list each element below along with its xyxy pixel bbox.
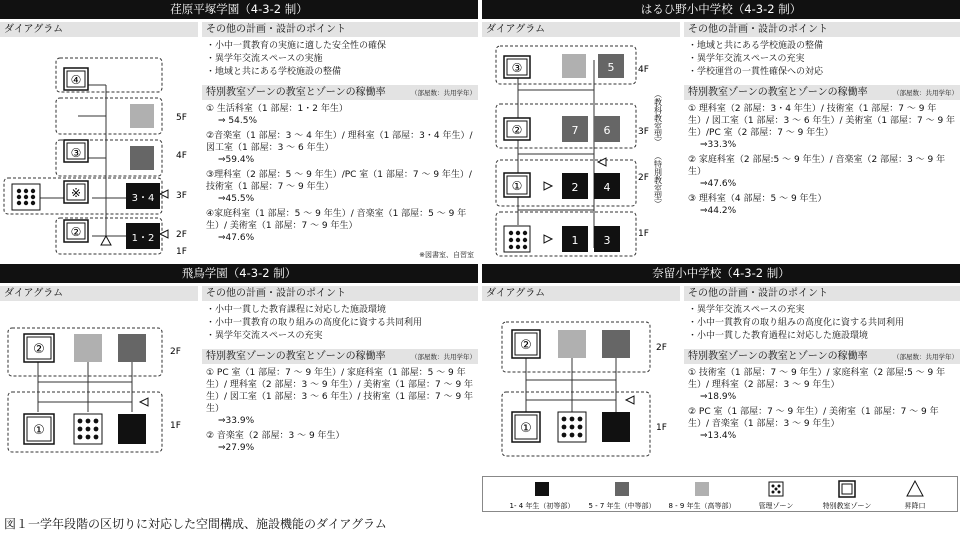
side-label-subject: （教科教室型） (653, 90, 663, 146)
mark-2: ② (70, 225, 82, 239)
mark-2: ② (511, 123, 523, 137)
school-title: 荏原平塚学園（4-3-2 制） (0, 0, 478, 19)
grade-label-1-2: 1・2 (131, 233, 155, 244)
diagram-svg (482, 40, 680, 258)
point-item: ・地域と共にある学校施設の整備 (688, 41, 824, 51)
point-item: ・小中一貫した教育課程に対応した施設環境 (206, 305, 387, 315)
room-grade-5-7 (118, 334, 146, 362)
points-header: その他の計画・設計のポイント (684, 286, 960, 301)
point-item: ・異学年交流スペースの実施 (206, 54, 323, 64)
mark-note: ※ (70, 186, 82, 200)
rates-list (202, 100, 478, 250)
legend (482, 476, 958, 512)
legend-label-special: 特別教室ゾーン (822, 502, 872, 510)
points-header: その他の計画・設計のポイント (684, 22, 960, 37)
mark-3: ③ (70, 146, 82, 160)
grade-label-3-4: 3・4 (131, 193, 155, 204)
floor-1f: 1F (176, 247, 187, 257)
mark-4: ④ (70, 73, 82, 87)
grade-7: 7 (571, 124, 579, 137)
point-item: ・小中一貫教育の取り組みの高度化に資する共同利用 (688, 318, 905, 328)
points-list (202, 40, 478, 79)
room-grade-1-4 (118, 414, 146, 444)
rate-note: （部屋数：共用学年） (411, 353, 476, 361)
floor-2f: 2F (638, 173, 649, 183)
mark-3: ③ (511, 61, 523, 75)
rate-item: ② 音楽室（2 部屋：3 ～ 9 年生） ⇒27.9% (206, 431, 345, 453)
info-column (684, 304, 960, 448)
info-column (202, 40, 478, 250)
diagram-header: ダイアグラム (482, 286, 680, 301)
mark-2: ② (520, 338, 532, 353)
room-grade-5-7 (602, 330, 630, 358)
entrance-icon (598, 158, 606, 166)
entrance-icon (626, 396, 634, 404)
mark-1: ① (520, 421, 532, 436)
legend-svg (483, 477, 959, 513)
mark-1: ① (511, 179, 523, 193)
room-grade-8-9 (562, 54, 586, 78)
school-haruhino (482, 0, 960, 260)
point-item: ・異学年交流スペースの充実 (688, 54, 805, 64)
diagram (482, 304, 680, 474)
diagram (0, 40, 198, 258)
grade-1: 1 (571, 234, 579, 247)
info-column (684, 40, 960, 223)
rates-list (684, 364, 960, 448)
rate-item: ① 理科室（2 部屋：3・4 年生）/ 技術室（1 部屋：7 ～ 9 年生）/ 図工室（1 部屋：3 ～ 6 年生）/ 美術室（1 部屋：7 ～ 9 年生）/PC 室（2 部屋：7 ～ 9 年生） ⇒33.3% (688, 104, 956, 150)
diagram-header: ダイアグラム (482, 22, 680, 37)
room-grade-5-7 (130, 146, 154, 170)
rates-header: 特別教室ゾーンの教室とゾーンの稼働率 （部屋数：共用学年） (684, 85, 960, 100)
info-column (202, 304, 478, 460)
floor-4f: 4F (176, 151, 187, 161)
diagram (482, 40, 680, 258)
mark-2: ② (33, 342, 45, 357)
grade-2: 2 (571, 181, 579, 194)
rate-note: （部屋数：共用学年） (893, 89, 958, 97)
floor-3f: 3F (638, 127, 649, 137)
grade-5: 5 (607, 61, 615, 74)
rate-item: ① PC 室（1 部屋：7 ～ 9 年生）/ 家庭科室（1 部屋：5 ～ 9 年生）/ 理科室（2 部屋：3 ～ 9 年生）/ 美術室（1 部屋：7 ～ 9 年生）/ 図工室（1 部屋：3 ～ 6 年生）/ 技術室（1 部屋：7 ～ 9 年生） ⇒33.9% (206, 368, 474, 426)
diagram-svg (0, 40, 198, 258)
rate-item: ②音楽室（1 部屋：3 ～ 4 年生）/ 理科室（1 部屋：3・4 年生）/ 図工室（1 部屋：3 ～ 6 年生） ⇒59.4% (206, 131, 473, 165)
diagram (0, 304, 198, 514)
floor-2f: 2F (170, 347, 181, 357)
mark-1: ① (33, 423, 45, 438)
entrance-icon (101, 236, 111, 245)
rates-list (684, 100, 960, 223)
rates-header: 特別教室ゾーンの教室とゾーンの稼働率 （部屋数：共用学年） (202, 349, 478, 364)
point-item: ・異学年交流スペースの充実 (688, 305, 805, 315)
entrance-icon (140, 398, 148, 406)
diagram-header: ダイアグラム (0, 286, 198, 301)
point-item: ・小中一貫教育の取り組みの高度化に資する共同利用 (206, 318, 423, 328)
rate-note: （部屋数：共用学年） (893, 353, 958, 361)
rate-item: ③ 理科室（4 部屋：5 ～ 9 年生） ⇒44.2% (688, 194, 827, 216)
point-item: ・地域と共にある学校施設の整備 (206, 67, 342, 77)
floor-1f: 1F (638, 229, 649, 239)
side-label-special: （特別教室型） (653, 152, 663, 208)
rates-header: 特別教室ゾーンの教室とゾーンの稼働率 （部屋数：共用学年） (202, 85, 478, 100)
legend-label-high: 8 - 9 年生（高等部） (668, 502, 736, 510)
rate-note: （部屋数：共用学年） (411, 89, 476, 97)
diagram-header: ダイアグラム (0, 22, 198, 37)
rate-item: ③理科室（2 部屋：5 ～ 9 年生）/PC 室（1 部屋：7 ～ 9 年生）/ 技術室（1 部屋：7 ～ 9 年生） ⇒45.5% (206, 170, 472, 204)
floor-2f: 2F (656, 343, 667, 353)
grade-6: 6 (603, 124, 611, 137)
room-grade-8-9 (130, 104, 154, 128)
legend-swatch-high (695, 482, 709, 496)
legend-entrance-icon (907, 481, 923, 496)
diagram-svg (0, 304, 198, 514)
point-item: ・小中一貫教育の実施に適した安全性の確保 (206, 41, 387, 51)
room-grade-8-9 (74, 334, 102, 362)
floor-1f: 1F (170, 421, 181, 431)
rate-item: ④家庭科室（1 部屋：5 ～ 9 年生）/ 音楽室（1 部屋：5 ～ 9 年生）/ 美術室（1 部屋：7 ～ 9 年生） ⇒47.6% (206, 209, 467, 243)
rate-item: ② 家庭科室（2 部屋:5 ～ 9 年生）/ 音楽室（2 部屋：3 ～ 9 年生） ⇒47.6% (688, 155, 946, 189)
points-list (684, 40, 960, 79)
school-1-footnote: ※図書室、自習室 (419, 251, 474, 259)
rates-header: 特別教室ゾーンの教室とゾーンの稼働率 （部屋数：共用学年） (684, 349, 960, 364)
point-item: ・学校運営の一貫性確保への対応 (688, 67, 824, 77)
point-item: ・異学年交流スペースの充実 (206, 331, 323, 341)
grade-4: 4 (603, 181, 611, 194)
school-title: はるひ野小中学校（4-3-2 制） (482, 0, 960, 19)
points-list (684, 304, 960, 343)
point-item: ・小中一貫した教育過程に対応した施設環境 (688, 331, 869, 341)
legend-label-entrance: 昇降口 (904, 502, 926, 510)
legend-swatch-elementary (535, 482, 549, 496)
entrance-icon-1f (160, 230, 168, 238)
points-header: その他の計画・設計のポイント (202, 286, 478, 301)
school-title: 飛鳥学園（4-3-2 制） (0, 264, 478, 283)
entrance-icon-2f (160, 190, 168, 198)
entrance-icon (544, 182, 552, 190)
school-ebara (0, 0, 478, 260)
rates-list (202, 364, 478, 460)
legend-swatch-middle (615, 482, 629, 496)
floor-5f: 5F (176, 113, 187, 123)
floor-4f: 4F (638, 65, 649, 75)
grade-3: 3 (603, 234, 611, 247)
entrance-icon (544, 235, 552, 243)
floor-2f: 2F (176, 230, 187, 240)
floor-3f: 3F (176, 191, 187, 201)
figure-caption: 図１一学年段階の区切りに対応した空間構成、施設機能のダイアグラム (4, 517, 387, 531)
rate-item: ② PC 室（1 部屋：7 ～ 9 年生）/ 美術室（1 部屋：7 ～ 9 年生）/ 音楽室（1 部屋：3 ～ 9 年生） ⇒13.4% (688, 407, 939, 441)
room-grade-8-9 (558, 330, 586, 358)
points-header: その他の計画・設計のポイント (202, 22, 478, 37)
legend-label-middle: 5 - 7 年生（中等部） (588, 502, 656, 510)
diagram-svg (482, 304, 680, 474)
points-list (202, 304, 478, 343)
room-grade-1-4 (602, 412, 630, 442)
legend-label-elementary: 1- 4 年生（初等部） (509, 502, 575, 510)
rate-item: ① 生活科室（1 部屋：1・2 年生） ⇒ 54.5% (206, 104, 348, 126)
school-naru (482, 264, 960, 474)
school-asuka (0, 264, 478, 514)
school-title: 奈留小中学校（4-3-2 制） (482, 264, 960, 283)
legend-label-admin: 管理ゾーン (758, 502, 794, 510)
floor-1f: 1F (656, 423, 667, 433)
rate-item: ① 技術室（1 部屋：7 ～ 9 年生）/ 家庭科室（2 部屋:5 ～ 9 年生）/ 理科室（2 部屋：3 ～ 9 年生） ⇒18.9% (688, 368, 946, 402)
